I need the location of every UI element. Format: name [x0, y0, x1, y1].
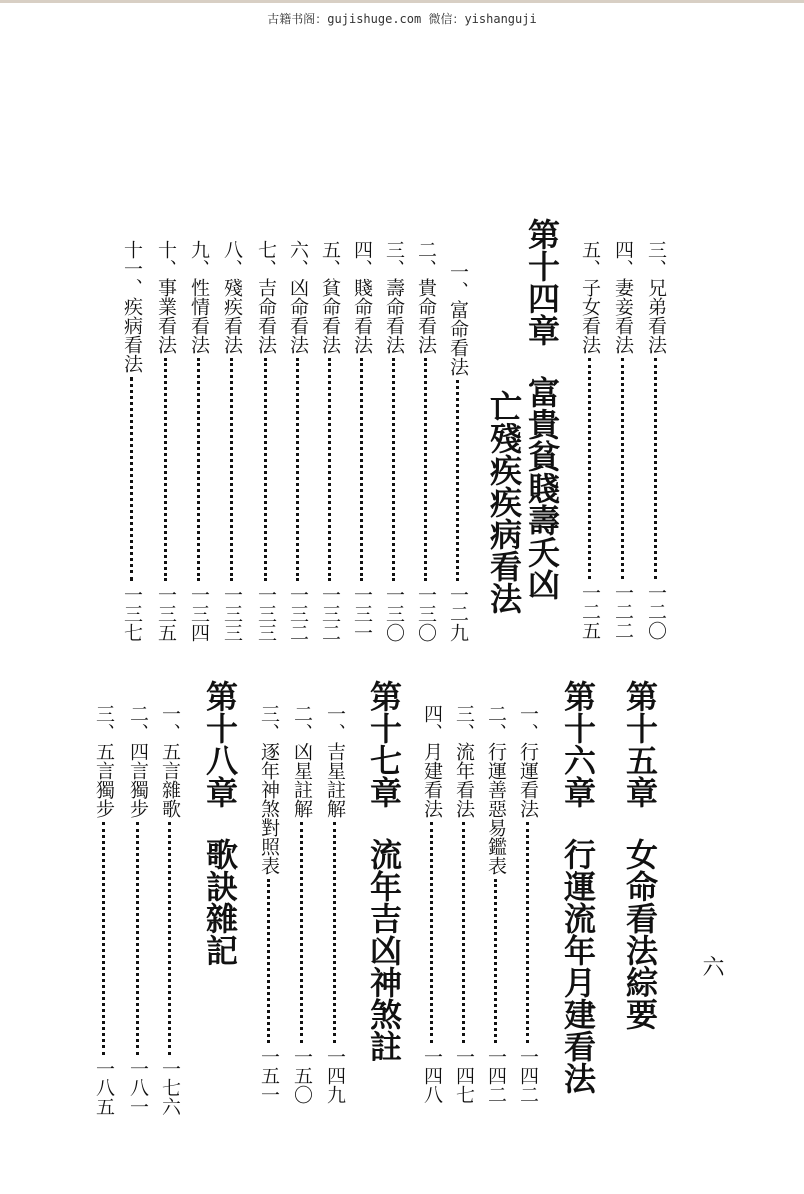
toc-entry: [259, 704, 278, 1104]
toc-entry-title: 一、五言雜歌: [159, 704, 181, 818]
toc-entry-title: 四、賤命看法: [351, 240, 373, 354]
leader-dots: [136, 822, 139, 1055]
chapter-number: 第十八章: [201, 680, 239, 808]
watermark: 古籍书阁：gujishuge.com 微信：yishanguji: [267, 12, 537, 26]
leader-dots: [267, 879, 270, 1043]
leader-dots: [130, 377, 133, 581]
toc-entry: [156, 240, 175, 642]
leader-dots: [588, 358, 591, 579]
leader-dots: [102, 822, 105, 1055]
toc-entry: [518, 704, 537, 1104]
leader-dots: [526, 822, 529, 1043]
toc-entry-page: 一四二: [485, 1047, 507, 1104]
page-number: 六: [699, 955, 724, 977]
toc-entry: [292, 704, 311, 1104]
toc-entry: [160, 704, 179, 1116]
toc-entry: [486, 704, 505, 1104]
toc-entry-title: 十、事業看法: [155, 240, 177, 354]
toc-entry: [613, 240, 632, 640]
toc-entry-title: 五、貧命看法: [319, 240, 341, 354]
toc-entry-page: 一八五: [93, 1059, 115, 1116]
toc-entry-title: 三、壽命看法: [383, 240, 405, 354]
toc-entry-page: 一四七: [453, 1047, 475, 1104]
toc-entry: [422, 704, 441, 1104]
chapter-heading: [201, 680, 239, 980]
toc-entry: [580, 240, 599, 640]
toc-entry: [325, 704, 344, 1104]
toc-entry-page: 一三〇: [383, 585, 405, 642]
toc-entry-page: 一二五: [579, 583, 601, 640]
toc-entry-title: 二、貴命看法: [415, 240, 437, 354]
toc-entry-page: 一七六: [159, 1059, 181, 1116]
toc-entry-page: 一四九: [324, 1047, 346, 1104]
toc-entry-page: 一三一: [351, 585, 373, 642]
leader-dots: [360, 358, 363, 581]
chapter-title: 亡殘疾疾病看法: [485, 390, 523, 614]
leader-dots: [462, 822, 465, 1043]
toc-entry: [384, 240, 403, 642]
toc-entry-title: 四、妻妾看法: [612, 240, 634, 354]
chapter-number: 第十四章: [523, 218, 561, 346]
chapter-number: 第十五章: [621, 680, 659, 808]
toc-entry: [320, 240, 339, 642]
leader-dots: [197, 358, 200, 581]
toc-entry-page: 一四八: [421, 1047, 443, 1104]
leader-dots: [230, 358, 233, 581]
toc-entry-title: 三、五言獨步: [93, 704, 115, 818]
leader-dots: [654, 358, 657, 579]
toc-entry: [128, 704, 147, 1116]
toc-entry-title: 十一、疾病看法: [121, 240, 143, 373]
toc-entry-page: 一五一: [258, 1047, 280, 1104]
toc-entry: [189, 240, 208, 642]
toc-entry-page: 一三〇: [415, 585, 437, 642]
toc-entry-page: 一四二: [517, 1047, 539, 1104]
toc-entry-page: 一二二: [612, 583, 634, 640]
toc-entry: [352, 240, 371, 642]
toc-entry-page: 一五〇: [291, 1047, 313, 1104]
leader-dots: [168, 822, 171, 1055]
toc-entry-title: 三、兄弟看法: [645, 240, 667, 354]
leader-dots: [328, 358, 331, 581]
leader-dots: [333, 822, 336, 1043]
chapter-title: 流年吉凶神煞註: [365, 838, 403, 1062]
toc-entry: [416, 240, 435, 642]
chapter-title: 女命看法綜要: [621, 838, 659, 1030]
toc-entry-title: 三、流年看法: [453, 704, 475, 818]
chapter-heading: [559, 680, 597, 1120]
toc-entry-title: 八、殘疾看法: [221, 240, 243, 354]
toc-entry-page: 一二九: [447, 585, 469, 642]
chapter-heading: [621, 680, 659, 1060]
toc-entry-title: 三、逐年神煞對照表: [258, 704, 280, 875]
toc-entry-page: 一三七: [121, 585, 143, 642]
top-border: [0, 0, 804, 3]
toc-entry-page: 一三四: [188, 585, 210, 642]
toc-entry-page: 一三二: [287, 585, 309, 642]
toc-entry-title: 七、吉命看法: [255, 240, 277, 354]
leader-dots: [264, 358, 267, 581]
chapter-heading-continued: [485, 390, 523, 630]
toc-entry-page: 一三三: [255, 585, 277, 642]
leader-dots: [424, 358, 427, 581]
toc-entry-page: 一三二: [319, 585, 341, 642]
toc-entry: [94, 704, 113, 1116]
toc-entry-page: 一三五: [155, 585, 177, 642]
leader-dots: [296, 358, 299, 581]
toc-entry: [222, 240, 241, 642]
leader-dots: [621, 358, 624, 579]
toc-entry-title: 六、凶命看法: [287, 240, 309, 354]
toc-entry: [256, 240, 275, 642]
toc-entry: [454, 704, 473, 1104]
toc-entry: [448, 262, 467, 642]
toc-entry-title: 五、子女看法: [579, 240, 601, 354]
chapter-title: 行運流年月建看法: [559, 838, 597, 1094]
leader-dots: [164, 358, 167, 581]
chapter-number: 第十七章: [365, 680, 403, 808]
leader-dots: [430, 822, 433, 1043]
chapter-title: 歌訣雜記: [201, 838, 239, 966]
toc-entry-title: 一、吉星註解: [324, 704, 346, 818]
chapter-heading: [523, 218, 561, 618]
toc-entry-page: 一八一: [127, 1059, 149, 1116]
leader-dots: [392, 358, 395, 581]
toc-entry-title: 九、性情看法: [188, 240, 210, 354]
toc-entry-page: 一三三: [221, 585, 243, 642]
toc-entry-title: 四、月建看法: [421, 704, 443, 818]
chapter-title: 富貴貧賤壽夭凶: [523, 376, 561, 600]
toc-entry-title: 一、富命看法: [447, 262, 469, 376]
leader-dots: [456, 380, 459, 581]
toc-entry-title: 一、行運看法: [517, 704, 539, 818]
toc-entry-page: 一二〇: [645, 583, 667, 640]
toc-entry-title: 二、四言獨步: [127, 704, 149, 818]
toc-entry: [122, 240, 141, 642]
leader-dots: [300, 822, 303, 1043]
toc-entry-title: 二、凶星註解: [291, 704, 313, 818]
chapter-number: 第十六章: [559, 680, 597, 808]
toc-entry: [646, 240, 665, 640]
toc-entry: [288, 240, 307, 642]
chapter-heading: [365, 680, 403, 1080]
leader-dots: [494, 879, 497, 1043]
toc-entry-title: 二、行運善惡易鑑表: [485, 704, 507, 875]
